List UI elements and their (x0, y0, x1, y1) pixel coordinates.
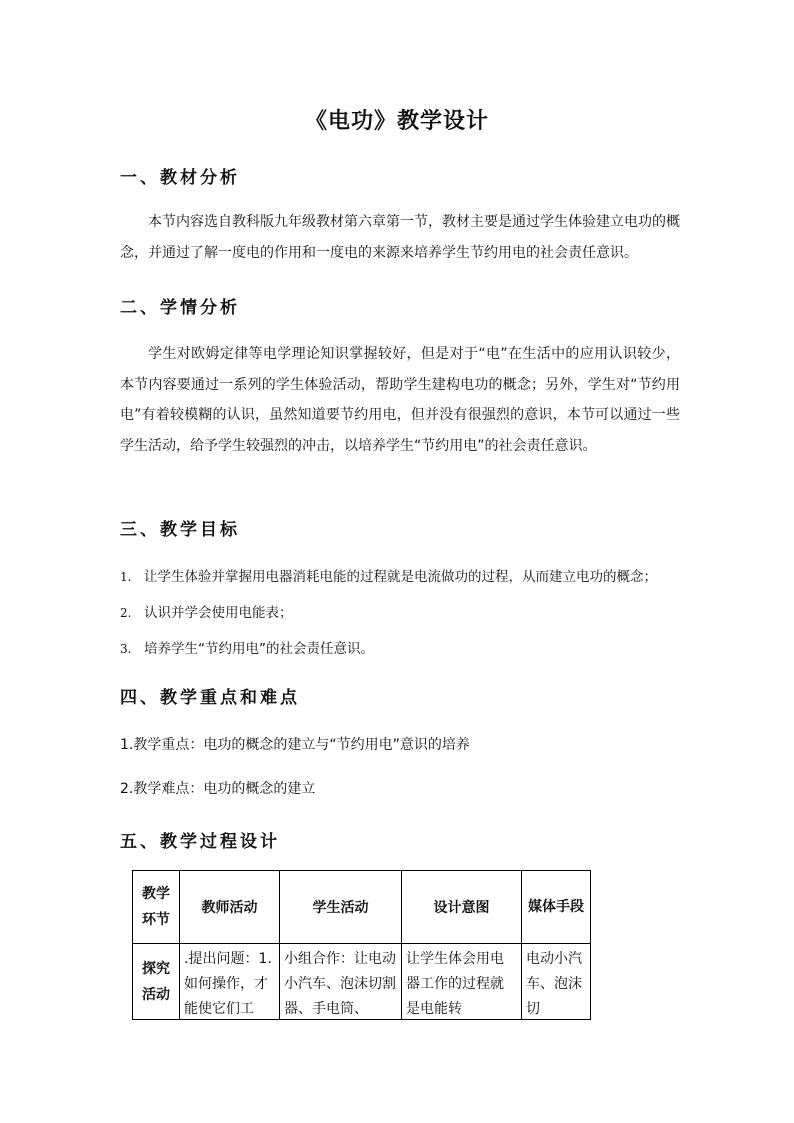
section-paragraph-textbook-analysis: 本节内容选自教科版九年级教材第六章第一节，教材主要是通过学生体验建立电功的概念，并通过了解一度电的作用和一度电的来源来培养学生节约用电的社会责任意识。 (120, 214, 680, 261)
difficulty-item: 2.教学难点：电功的概念的建立 (120, 781, 316, 797)
section-heading-process-design: 五、教学过程设计 (120, 832, 280, 852)
cell-teacher-activity-text: .提出问题：1.如何操作，才能使它们工 (184, 951, 272, 1017)
table-header-row (133, 871, 591, 944)
goal-item (120, 601, 700, 621)
cell-stage: 探究活动 (133, 944, 180, 1020)
header-stage: 教学环节 (133, 871, 180, 944)
goal-item-text: 让学生体验并掌握用电器消耗电能的过程就是电流做功的过程，从而建立电功的概念； (144, 569, 657, 585)
table-row (133, 944, 591, 1020)
key-point-item: 1.教学重点：电功的概念的建立与“节约用电”意识的培养 (120, 737, 470, 753)
section-heading-key-points: 四、教学重点和难点 (120, 688, 300, 708)
cell-student-activity-text: 小组合作：让电动小汽车、泡沫切割器、手电筒、 (284, 951, 396, 1017)
section-heading-textbook-analysis: 一、教材分析 (120, 168, 240, 188)
cell-design-intent-text: 让学生体会用电器工作的过程就是电能转 (406, 951, 504, 1017)
section-heading-student-analysis: 二、学情分析 (120, 298, 240, 318)
cell-design-intent (402, 944, 522, 1020)
document-title: 《电功》教学设计 (304, 108, 489, 134)
cell-media-text: 电动小汽车、泡沫切 (526, 951, 582, 1017)
goal-item-text: 认识并学会使用电能表； (144, 605, 293, 621)
header-design-intent: 设计意图 (402, 871, 522, 944)
cell-student-activity (280, 944, 402, 1020)
header-teacher-activity: 教师活动 (180, 871, 280, 944)
teaching-process-table (132, 870, 591, 1020)
goal-item (120, 565, 700, 585)
header-student-activity: 学生活动 (280, 871, 402, 944)
section-paragraph-student-analysis: 学生对欧姆定律等电学理论知识掌握较好，但是对于“电”在生活中的应用认识较少，本节内容要通过一系列的学生体验活动，帮助学生建构电功的概念；另外，学生对“节约用电”有着较模糊的认识，虽然知道要节约用电，但并没有很强烈的意识，本节可以通过一些学生活动，给予学生较强烈的冲击，以培养学生“节约用电”的社会责任意识。 (120, 346, 680, 454)
goal-item-text: 培养学生“节约用电”的社会责任意识。 (144, 641, 374, 657)
section-heading-teaching-goals: 三、教学目标 (120, 520, 240, 540)
goal-item-number: 2. (120, 606, 132, 620)
header-media: 媒体手段 (522, 871, 591, 944)
goal-item (120, 637, 700, 657)
goal-item-number: 3. (120, 642, 132, 656)
cell-media (522, 944, 591, 1020)
goal-item-number: 1. (120, 570, 132, 584)
cell-teacher-activity (180, 944, 280, 1020)
